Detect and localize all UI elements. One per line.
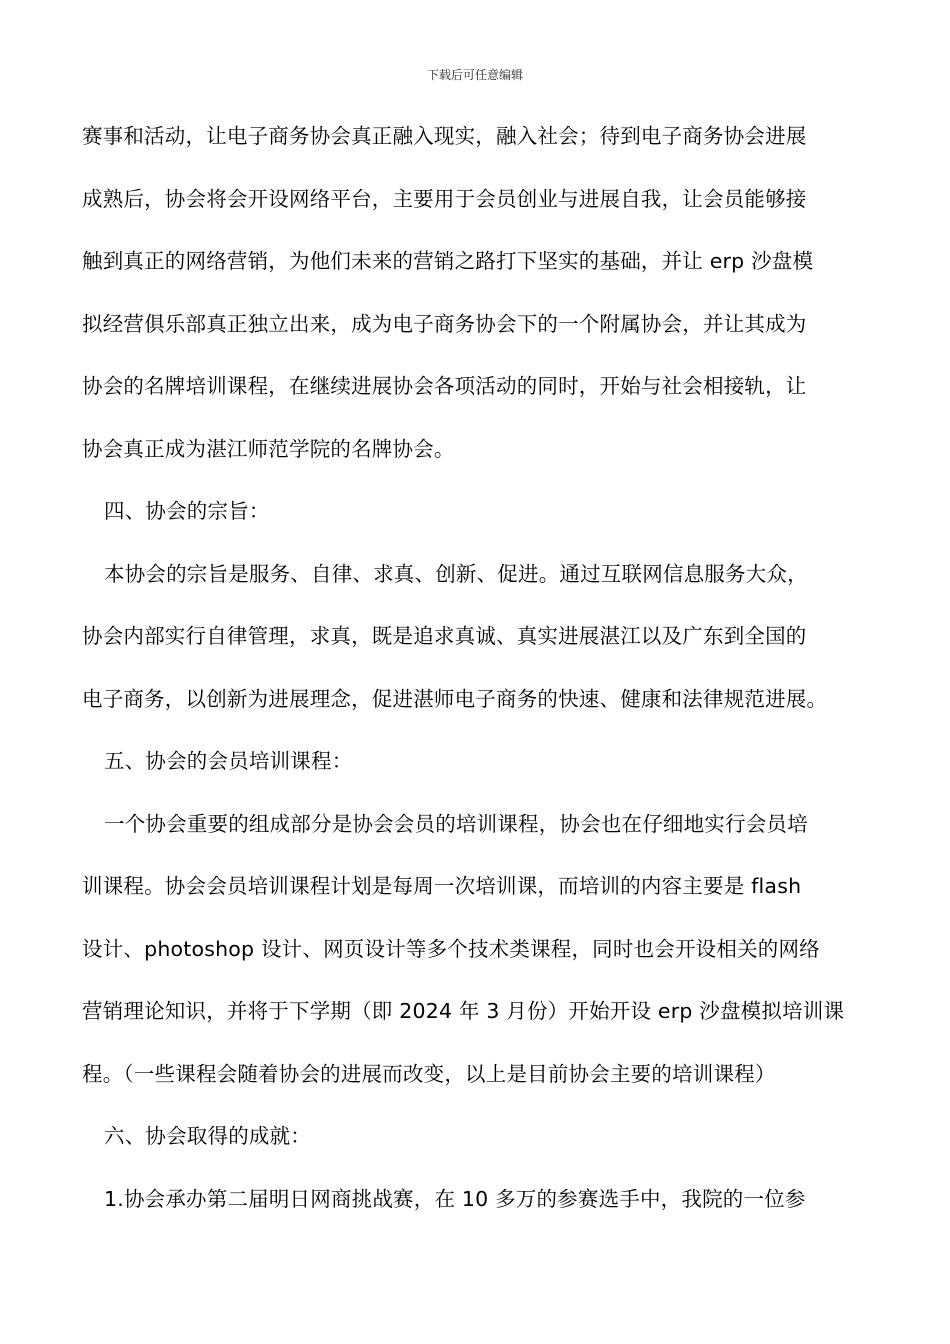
body-line: 协会真正成为湛江师范学院的名牌协会。: [82, 436, 455, 461]
body-line: 成熟后，协会将会开设网络平台，主要用于会员创业与进展自我，让会员能够接: [82, 186, 807, 211]
page-header-note: 下载后可任意编辑: [426, 68, 523, 82]
section-heading-training: 五、协会的会员培训课程：: [104, 749, 353, 773]
body-line: 营销理论知识，并将于下学期（即 2024 年 3 月份）开始开设 erp 沙盘模拟培训课: [82, 999, 845, 1023]
body-line: 赛事和活动，让电子商务协会真正融入现实，融入社会；待到电子商务协会进展: [82, 124, 807, 148]
body-line: 协会的名牌培训课程，在继续进展协会各项活动的同时，开始与社会相接轨，让: [82, 374, 807, 398]
body-line: 1.协会承办第二届明日网商挑战赛，在 10 多万的参赛选手中，我院的一位参: [104, 1186, 806, 1211]
body-line: 程。（一些课程会随着协会的进展而改变，以上是目前协会主要的培训课程）: [82, 1061, 776, 1086]
body-line: 一个协会重要的组成部分是协会会员的培训课程，协会也在仔细地实行会员培: [104, 811, 808, 836]
body-line: 设计、photoshop 设计、网页设计等多个技术类课程，同时也会开设相关的网络: [82, 936, 820, 961]
body-line: 协会内部实行自律管理，求真，既是追求真诚、真实进展湛江以及广东到全国的: [82, 624, 807, 648]
body-line: 拟经营俱乐部真正独立出来，成为电子商务协会下的一个附属协会，并让其成为: [82, 311, 807, 336]
document-body: [82, 105, 882, 1230]
body-line: 本协会的宗旨是服务、自律、求真、创新、促进。通过互联网信息服务大众，: [104, 561, 808, 586]
section-heading-achievements: 六、协会取得的成就：: [104, 1124, 311, 1148]
section-heading-purpose: 四、协会的宗旨：: [104, 499, 270, 523]
body-line: 训课程。协会会员培训课程计划是每周一次培训课，而培训的内容主要是 flash: [82, 874, 802, 898]
body-line: 电子商务，以创新为进展理念，促进湛师电子商务的快速、健康和法律规范进展。: [82, 686, 828, 711]
body-line: 触到真正的网络营销，为他们未来的营销之路打下坚实的基础，并让 erp 沙盘模: [82, 249, 814, 273]
